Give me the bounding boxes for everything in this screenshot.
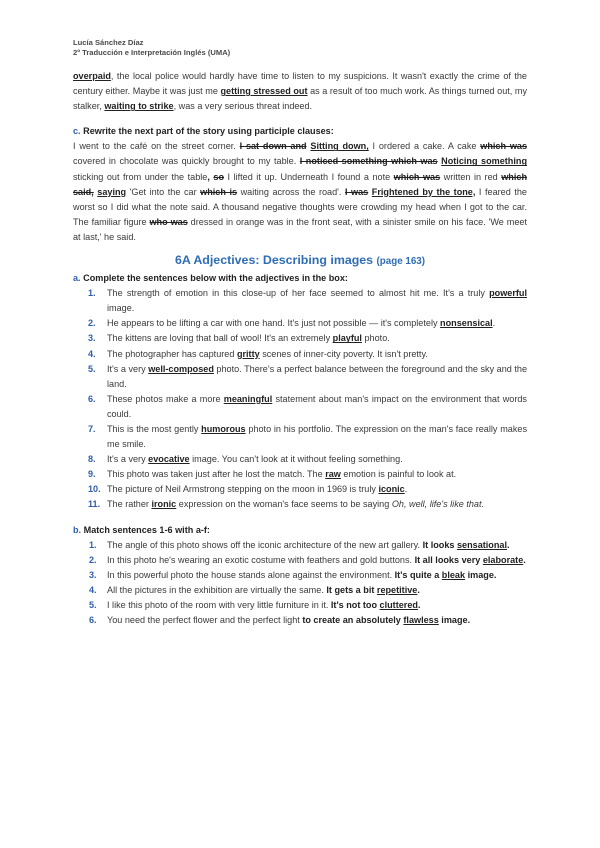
item-text: You need the perfect flower and the perfect light [107,615,303,626]
list-item [73,497,527,512]
item-text: The kittens are loving that ball of wool! It's an extremely [107,333,333,344]
text: covered in chocolate was quickly brought to my table. [73,156,300,167]
heading-title: 6A Adjectives: Describing images [174,253,374,268]
text: written in red [440,171,502,182]
struck-text: who was [149,216,188,227]
answer: getting stressed out [220,86,308,97]
answer: raw [325,469,341,480]
intro-paragraph [73,69,527,114]
item-text: photo. There's a perfect balance between the foreground and the sky and the land. [107,363,527,389]
answer-sentence: It gets a bit [326,584,377,595]
instruction-text: Rewrite the next part of the story using participle clauses: [83,126,334,137]
item-number: 1. [89,539,97,550]
page-content [73,69,527,628]
text: , was a very serious threat indeed. [173,101,313,112]
item-text: In this powerful photo the house stands alone against the environment. [107,569,395,580]
item-number: 6. [88,393,96,404]
item-text: All the pictures in the exhibition are virtually the same. [107,584,327,595]
page-header [73,38,230,58]
answer: Noticing something [441,156,528,167]
answer: well-composed [148,363,214,374]
item-number: 6. [89,615,97,626]
item-number: 2. [88,318,96,329]
list-item [73,482,527,497]
answer-sentence: image. [465,569,497,580]
list-item [73,467,527,482]
item-number: 2. [89,554,97,565]
answer: cluttered [379,600,418,610]
answer-sentence: . [417,600,421,610]
list-item [73,538,527,553]
section-c-paragraph [73,139,527,245]
answer-sentence: image. [438,615,471,626]
section-a-instruction [73,271,527,286]
answer: evocative [148,454,190,465]
answer: powerful [489,288,527,299]
list-item [73,347,527,362]
answer-sentence: to create an absolutely [302,615,404,626]
text: waiting across the road'. [237,186,345,197]
item-text: statement about man's impact on the environment that words could. [107,393,527,419]
answer: humorous [201,423,246,434]
answer: gritty [236,348,260,359]
item-text: In this photo he's wearing an exotic costume with feathers and gold buttons. [107,554,415,565]
list-item [73,392,527,422]
item-text: I like this photo of the room with very little furniture in it. [107,600,331,610]
section-letter: a. [73,273,81,284]
list-item [73,331,527,346]
list-item [73,553,527,568]
struck-text: which was [480,141,528,152]
item-text: The photographer has captured [107,348,237,359]
item-text: scenes of inner-city poverty. It isn't pretty. [259,348,428,359]
item-text: This is the most gently [107,423,202,434]
answer-sentence: It all looks very [414,554,483,565]
item-text: image. You can't look at it without feeling something. [189,454,403,465]
item-text: The picture of Neil Armstrong stepping on the moon in 1969 is truly [107,484,379,495]
text: I went to the café on the street corner. [73,141,240,152]
answer: , [207,171,210,182]
item-number: 10. [88,484,101,495]
heading-page-ref: (page 163) [376,256,425,268]
struck-text: which was [393,171,441,182]
struck-text: which is [200,186,238,197]
answer: playful [332,333,362,344]
struck-text: I noticed something which was [299,156,438,167]
item-text-italic: Oh, well, life's like that. [391,499,485,510]
item-number: 1. [88,288,96,299]
answer-sentence: It's not too [330,600,380,610]
item-text: These photos make a more [107,393,224,404]
list-item [73,568,527,583]
answer: iconic [378,484,405,495]
struck-text: so [213,171,225,182]
list-item [73,316,527,331]
section-b-instruction [73,523,527,538]
item-number: 5. [88,363,96,374]
answer: Sitting down, [310,141,369,152]
text: , the local police would hardly have time to listen to my suspicions. It wasn't exactly the crime of the century either. Maybe it was just me [73,71,527,97]
item-number: 8. [88,454,96,465]
item-number: 7. [88,423,96,434]
item-text: expression on the woman's face seems to be saying [176,499,392,510]
answer: Frightened by the tone, [371,186,476,197]
text: I lifted it up. Underneath I found a note [224,171,394,182]
struck-text: I was [344,186,369,197]
item-text: The strength of emotion in this close-up of her face seemed to almost hit me. It's a truly [107,288,490,299]
section-b-list [73,538,527,629]
section-letter: b. [73,524,82,535]
item-number: 4. [89,584,97,595]
answer: meaningful [223,393,273,404]
list-item [73,613,527,628]
item-text: It's a very [107,454,149,465]
item-text: photo. [361,333,390,344]
instruction-text: Match sentences 1-6 with a-f: [83,524,210,535]
answer: ironic [151,499,177,510]
answer-sentence: . [417,584,420,595]
course-name: 2º Traducción e Interpretación Inglés (UMA) [73,48,231,57]
text: I feared the worst so I did what the note said. A thousand negative thoughts were crowding my head when I got to the car. The familiar figure [73,186,527,227]
answer-sentence: It's quite a [394,569,442,580]
text: sticking out from under the table [73,171,208,182]
item-text: . [404,484,408,495]
answer: saying [97,186,127,197]
item-text: The angle of this photo shows off the iconic architecture of the new art gallery. [107,539,423,550]
item-text: emotion is painful to look at. [340,469,457,480]
struck-text: I sat down and [239,141,307,152]
item-text: It's a very [107,363,149,374]
item-text: image. [107,303,135,314]
text: as a result of too much work. As things turned out, my stalker, [73,86,528,112]
struck-text: which said, [73,171,528,197]
item-number: 4. [88,348,96,359]
item-text: . [492,318,496,329]
list-item [73,598,527,613]
item-text: photo in his portfolio. The expression on the man's face really makes me smile. [107,423,527,450]
text: dressed in orange was in the front seat, with a sinister smile on his face. 'We meet at last,' he said. [73,216,527,242]
item-number: 9. [88,469,96,480]
list-item [73,583,527,598]
section-c-instruction [73,124,527,139]
answer: overpaid [73,71,111,81]
answer: waiting to strike [104,101,174,112]
answer: sensational [456,539,508,550]
item-text: This photo was taken just after he lost the match. The [107,469,326,480]
item-number: 5. [89,600,97,610]
instruction-text: Complete the sentences below with the adjectives in the box: [83,273,348,284]
item-number: 3. [89,569,97,580]
answer: flawless [403,615,439,626]
item-text: He appears to be lifting a car with one hand. It's just not possible — it's completely [107,318,441,329]
text: I ordered a cake. A cake [368,141,481,152]
answer-sentence: . [507,539,510,550]
answer: elaborate [482,554,524,565]
list-item [73,286,527,316]
section-letter: c. [73,126,81,137]
item-number: 11. [88,499,101,510]
answer: repetitive [376,584,418,595]
answer-sentence: . [523,554,526,565]
answer: bleak [441,569,466,580]
text: 'Get into the car [126,186,201,197]
author-name: Lucía Sánchez Díaz [73,38,144,47]
answer: nonsensical [440,318,493,329]
section-a-list [73,286,527,512]
list-item [73,362,527,392]
answer-sentence: It looks [422,539,457,550]
item-text: The rather [107,499,152,510]
section-heading [73,252,527,270]
list-item [73,452,527,467]
list-item [73,422,527,452]
item-number: 3. [88,333,96,344]
